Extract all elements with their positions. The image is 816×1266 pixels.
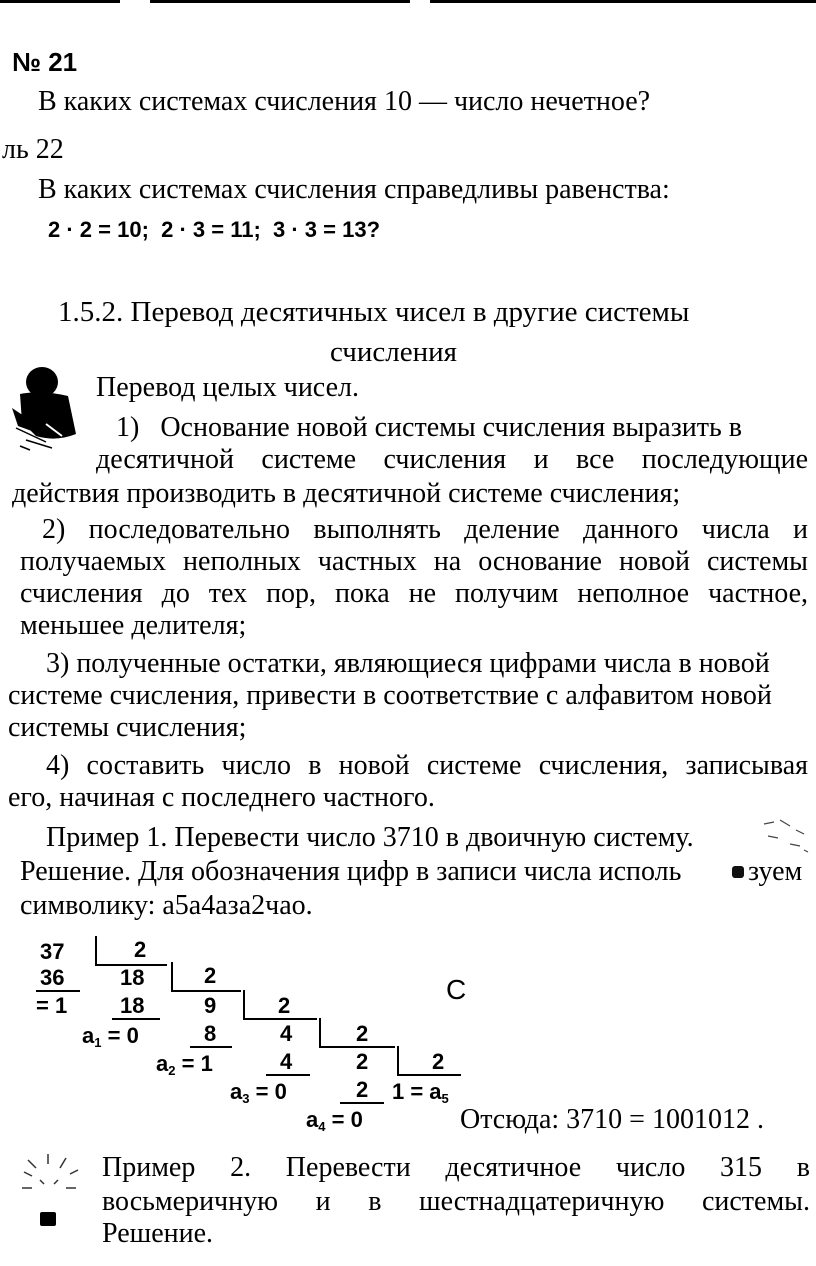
problem-21-text: В каких системах счисления 10 — число нечетное? xyxy=(38,86,651,117)
rule-4-line-1: 4) составить число в новой системе счисления, записывая xyxy=(46,750,808,781)
rule-4-line-2: его, начиная с последнего частного. xyxy=(8,782,435,813)
stray-mark: С xyxy=(446,974,467,1005)
problem-22-text: В каких системах счисления справедливы равенства: xyxy=(38,174,670,205)
section-title: 1.5.2. Перевод десятичных чисел в другие системы xyxy=(58,296,690,328)
problem-21-number: № 21 xyxy=(12,47,78,77)
sub-36: 36 xyxy=(40,965,65,990)
last-quotient: $1 = a_5$ xyxy=(392,1079,449,1106)
example-1-line-1: Пример 1. Перевести число 3710 в двоичную систему. xyxy=(46,822,694,853)
rule-1-line-1: 1) Основание новой системы счисления выразить в xyxy=(116,412,743,443)
problem-22-number: ль 22 xyxy=(2,134,64,165)
divisor-2c: 2 xyxy=(278,993,291,1018)
example-1-line-2a: Решение. Для обозначения цифр в записи числа исполь xyxy=(20,856,682,887)
quot-2: 2 xyxy=(356,1049,369,1074)
rule-2-line-1: 2) последовательно выполнять деление данного числа и xyxy=(42,514,808,545)
reader-icon xyxy=(6,364,82,460)
example-2-line-2: восьмеричную и в шестнадцатеричную системы. xyxy=(102,1186,810,1217)
top-rule xyxy=(0,0,816,4)
section-title-cont: счисления xyxy=(330,336,457,368)
example-1-line-3: символику: а5а4аза2чао. xyxy=(20,890,313,921)
ink-blot xyxy=(732,866,744,878)
a4: $a_4 = 0$ xyxy=(306,1107,363,1134)
quot-18: 18 xyxy=(120,965,145,990)
problem-22-equations: 2 · 2 = 10; 2 · 3 = 11; 3 · 3 = 13? xyxy=(48,217,381,242)
divisor-2e: 2 xyxy=(432,1049,445,1074)
rule-2-line-2: получаемых неполных частных на основание новой системы xyxy=(20,546,808,577)
sub-18: 18 xyxy=(120,993,145,1018)
rule-1-line-3: действия производить в десятичной системе счисления; xyxy=(12,478,681,509)
divisor-2a: 2 xyxy=(134,937,147,962)
rule-2-line-4: меньшее делителя; xyxy=(20,610,247,641)
sub-8: 8 xyxy=(204,1021,217,1046)
rule-3-line-3: системы счисления; xyxy=(8,712,247,743)
rule-1-line-2: десятичной системе счисления и все последующие xyxy=(96,444,808,475)
a3: $a_3 = 0$ xyxy=(230,1079,287,1106)
divisor-2d: 2 xyxy=(356,1021,369,1046)
a1: $a_1 = 0$ xyxy=(82,1023,139,1050)
rules-intro: Перевод целых чисел. xyxy=(96,372,359,403)
dividend-37: 37 xyxy=(40,939,65,964)
example-1-result: Отсюда: 3710 = 1001012 . xyxy=(460,1104,764,1135)
scribble-mark xyxy=(760,816,810,856)
example-1-line-2b: зуем xyxy=(748,856,803,887)
rule-3-line-1: 3) полученные остатки, являющиеся цифрами числа в новой xyxy=(46,648,770,679)
quot-9: 9 xyxy=(204,993,217,1018)
example-2-line-3: Решение. xyxy=(102,1218,214,1249)
sub-2: 2 xyxy=(356,1077,369,1102)
remainder-1: = 1 xyxy=(36,993,68,1018)
example-2-line-1: Пример 2. Перевести десятичное число 315 в xyxy=(102,1152,810,1183)
rule-2-line-3: счисления до тех пор, пока не получим неполное частное, xyxy=(20,578,808,609)
rule-3-line-2: системе счисления, привести в соответствие с алфавитом новой xyxy=(8,680,772,711)
divisor-2b: 2 xyxy=(204,963,217,988)
a2: $a_2 = 1$ xyxy=(156,1051,213,1078)
sub-4: 4 xyxy=(280,1049,293,1074)
lightbulb-icon xyxy=(18,1150,88,1230)
quot-4: 4 xyxy=(280,1021,293,1046)
